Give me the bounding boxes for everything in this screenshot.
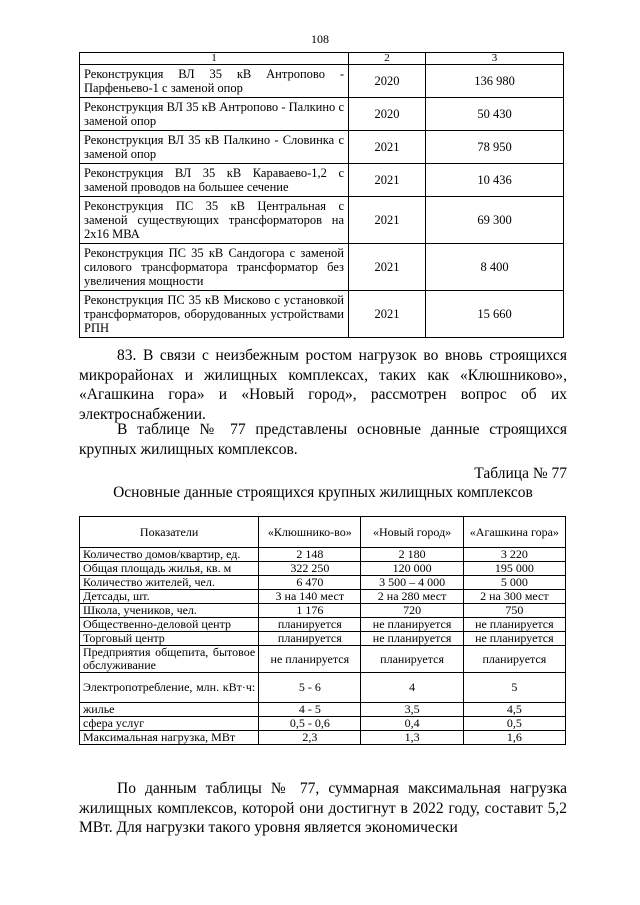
cell: 0,4 <box>361 717 463 731</box>
cell: 3,5 <box>361 703 463 717</box>
cell: планируется <box>259 632 361 646</box>
project-cost: 15 660 <box>426 291 564 338</box>
project-year: 2021 <box>349 291 426 338</box>
table-row <box>80 562 566 576</box>
table-row <box>80 731 566 745</box>
reconstruction-table <box>79 52 564 338</box>
paragraph-table-intro <box>79 420 567 459</box>
row-label: жилье <box>80 703 259 717</box>
paragraph-text: По данным таблицы № 77, суммарная максимальная нагрузка жилищных комплексов, которой они достигнут в 2022 году, составит 5,2 МВт. Для нагрузки такого уровня является экономически <box>79 780 567 836</box>
cell: 1,6 <box>463 731 565 745</box>
page-number: 108 <box>311 32 329 46</box>
cell: 195 000 <box>463 562 565 576</box>
paragraph-83 <box>79 346 567 424</box>
cell: 750 <box>463 604 565 618</box>
table-row <box>80 576 566 590</box>
cell: планируется <box>259 618 361 632</box>
project-name: Реконструкция ВЛ 35 кВ Палкино - Словинка с заменой опор <box>80 131 349 164</box>
cell: не планируется <box>463 632 565 646</box>
project-year: 2020 <box>349 65 426 98</box>
table-row <box>80 632 566 646</box>
col-header-1: 1 <box>80 53 349 65</box>
cell: 120 000 <box>361 562 463 576</box>
project-year: 2021 <box>349 244 426 291</box>
cell: 3 500 – 4 000 <box>361 576 463 590</box>
project-cost: 78 950 <box>426 131 564 164</box>
row-label: Количество жителей, чел. <box>80 576 259 590</box>
cell: 4,5 <box>463 703 565 717</box>
paragraph-conclusion <box>79 779 567 838</box>
cell: 1 176 <box>259 604 361 618</box>
col-header-indicators: Показатели <box>80 517 259 548</box>
cell: не планируется <box>259 646 361 673</box>
cell: 4 - 5 <box>259 703 361 717</box>
row-label: Общественно-деловой центр <box>80 618 259 632</box>
cell: не планируется <box>463 618 565 632</box>
row-label: Общая площадь жилья, кв. м <box>80 562 259 576</box>
cell: 5 - 6 <box>259 673 361 703</box>
project-name: Реконструкция ВЛ 35 кВ Антропово - Палкино с заменой опор <box>80 98 349 131</box>
cell: не планируется <box>361 632 463 646</box>
project-cost: 69 300 <box>426 197 564 244</box>
cell: не планируется <box>361 618 463 632</box>
cell: 0,5 - 0,6 <box>259 717 361 731</box>
project-cost: 8 400 <box>426 244 564 291</box>
table-row <box>80 65 564 98</box>
cell: 6 470 <box>259 576 361 590</box>
table-header-row <box>80 53 564 65</box>
row-label: Школа, учеников, чел. <box>80 604 259 618</box>
project-cost: 136 980 <box>426 65 564 98</box>
row-label: Максимальная нагрузка, МВт <box>80 731 259 745</box>
table-row <box>80 703 566 717</box>
cell: 2,3 <box>259 731 361 745</box>
table-row <box>80 291 564 338</box>
paragraph-text: 83. В связи с неизбежным ростом нагрузок во вновь строящихся микрорайонах и жилищных комплексах, таких как «Клюшниково», «Агашкина гора» и «Новый город», рассмотрен вопрос об их электроснабжении. <box>79 347 567 423</box>
row-label: Торговый центр <box>80 632 259 646</box>
table-caption: Таблица № 77 <box>474 465 567 482</box>
project-name: Реконструкция ВЛ 35 кВ Караваево-1,2 с заменой проводов на большее сечение <box>80 164 349 197</box>
cell: 2 148 <box>259 548 361 562</box>
table-row <box>80 164 564 197</box>
project-year: 2021 <box>349 131 426 164</box>
row-label: Предприятия общепита, бытовое обслуживание <box>80 646 259 673</box>
cell: 4 <box>361 673 463 703</box>
table-row <box>80 98 564 131</box>
table-row <box>80 673 566 703</box>
cell: 1,3 <box>361 731 463 745</box>
cell: 322 250 <box>259 562 361 576</box>
project-cost: 10 436 <box>426 164 564 197</box>
project-cost: 50 430 <box>426 98 564 131</box>
cell: 0,5 <box>463 717 565 731</box>
project-year: 2021 <box>349 164 426 197</box>
cell: 2 на 300 мест <box>463 590 565 604</box>
cell: планируется <box>463 646 565 673</box>
col-header-agashkina-gora: «Агашкина гора» <box>463 517 565 548</box>
col-header-novy-gorod: «Новый город» <box>361 517 463 548</box>
row-label: сфера услуг <box>80 717 259 731</box>
cell: 2 на 280 мест <box>361 590 463 604</box>
cell: 720 <box>361 604 463 618</box>
table-row <box>80 590 566 604</box>
project-name: Реконструкция ПС 35 кВ Сандогора с заменой силового трансформатора трансформатор без увеличения мощности <box>80 244 349 291</box>
cell: планируется <box>361 646 463 673</box>
project-year: 2021 <box>349 197 426 244</box>
table-row <box>80 646 566 673</box>
col-header-klyushnikovo: «Клюшнико-во» <box>259 517 361 548</box>
table-header-row <box>80 517 566 548</box>
cell: 3 220 <box>463 548 565 562</box>
table-title: Основные данные строящихся крупных жилищных комплексов <box>113 484 533 501</box>
cell: 5 000 <box>463 576 565 590</box>
col-header-3: 3 <box>426 53 564 65</box>
table-row <box>80 717 566 731</box>
row-label: Количество домов/квартир, ед. <box>80 548 259 562</box>
row-label: Детсады, шт. <box>80 590 259 604</box>
project-name: Реконструкция ПС 35 кВ Центральная с заменой существующих трансформаторов на 2x16 МВА <box>80 197 349 244</box>
table-row <box>80 548 566 562</box>
table-row <box>80 604 566 618</box>
col-header-2: 2 <box>349 53 426 65</box>
cell: 5 <box>463 673 565 703</box>
project-name: Реконструкция ВЛ 35 кВ Антропово - Парфеньево-1 с заменой опор <box>80 65 349 98</box>
paragraph-text: В таблице № 77 представлены основные данные строящихся крупных жилищных комплексов. <box>79 421 567 458</box>
table-row <box>80 197 564 244</box>
cell: 3 на 140 мест <box>259 590 361 604</box>
table-row <box>80 244 564 291</box>
project-year: 2020 <box>349 98 426 131</box>
housing-complex-table <box>79 516 566 745</box>
row-label: Электропотребление, млн. кВт·ч: <box>80 673 259 703</box>
cell: 2 180 <box>361 548 463 562</box>
table-row <box>80 618 566 632</box>
table-row <box>80 131 564 164</box>
project-name: Реконструкция ПС 35 кВ Мисково с установкой трансформаторов, оборудованных устройствами РПН <box>80 291 349 338</box>
